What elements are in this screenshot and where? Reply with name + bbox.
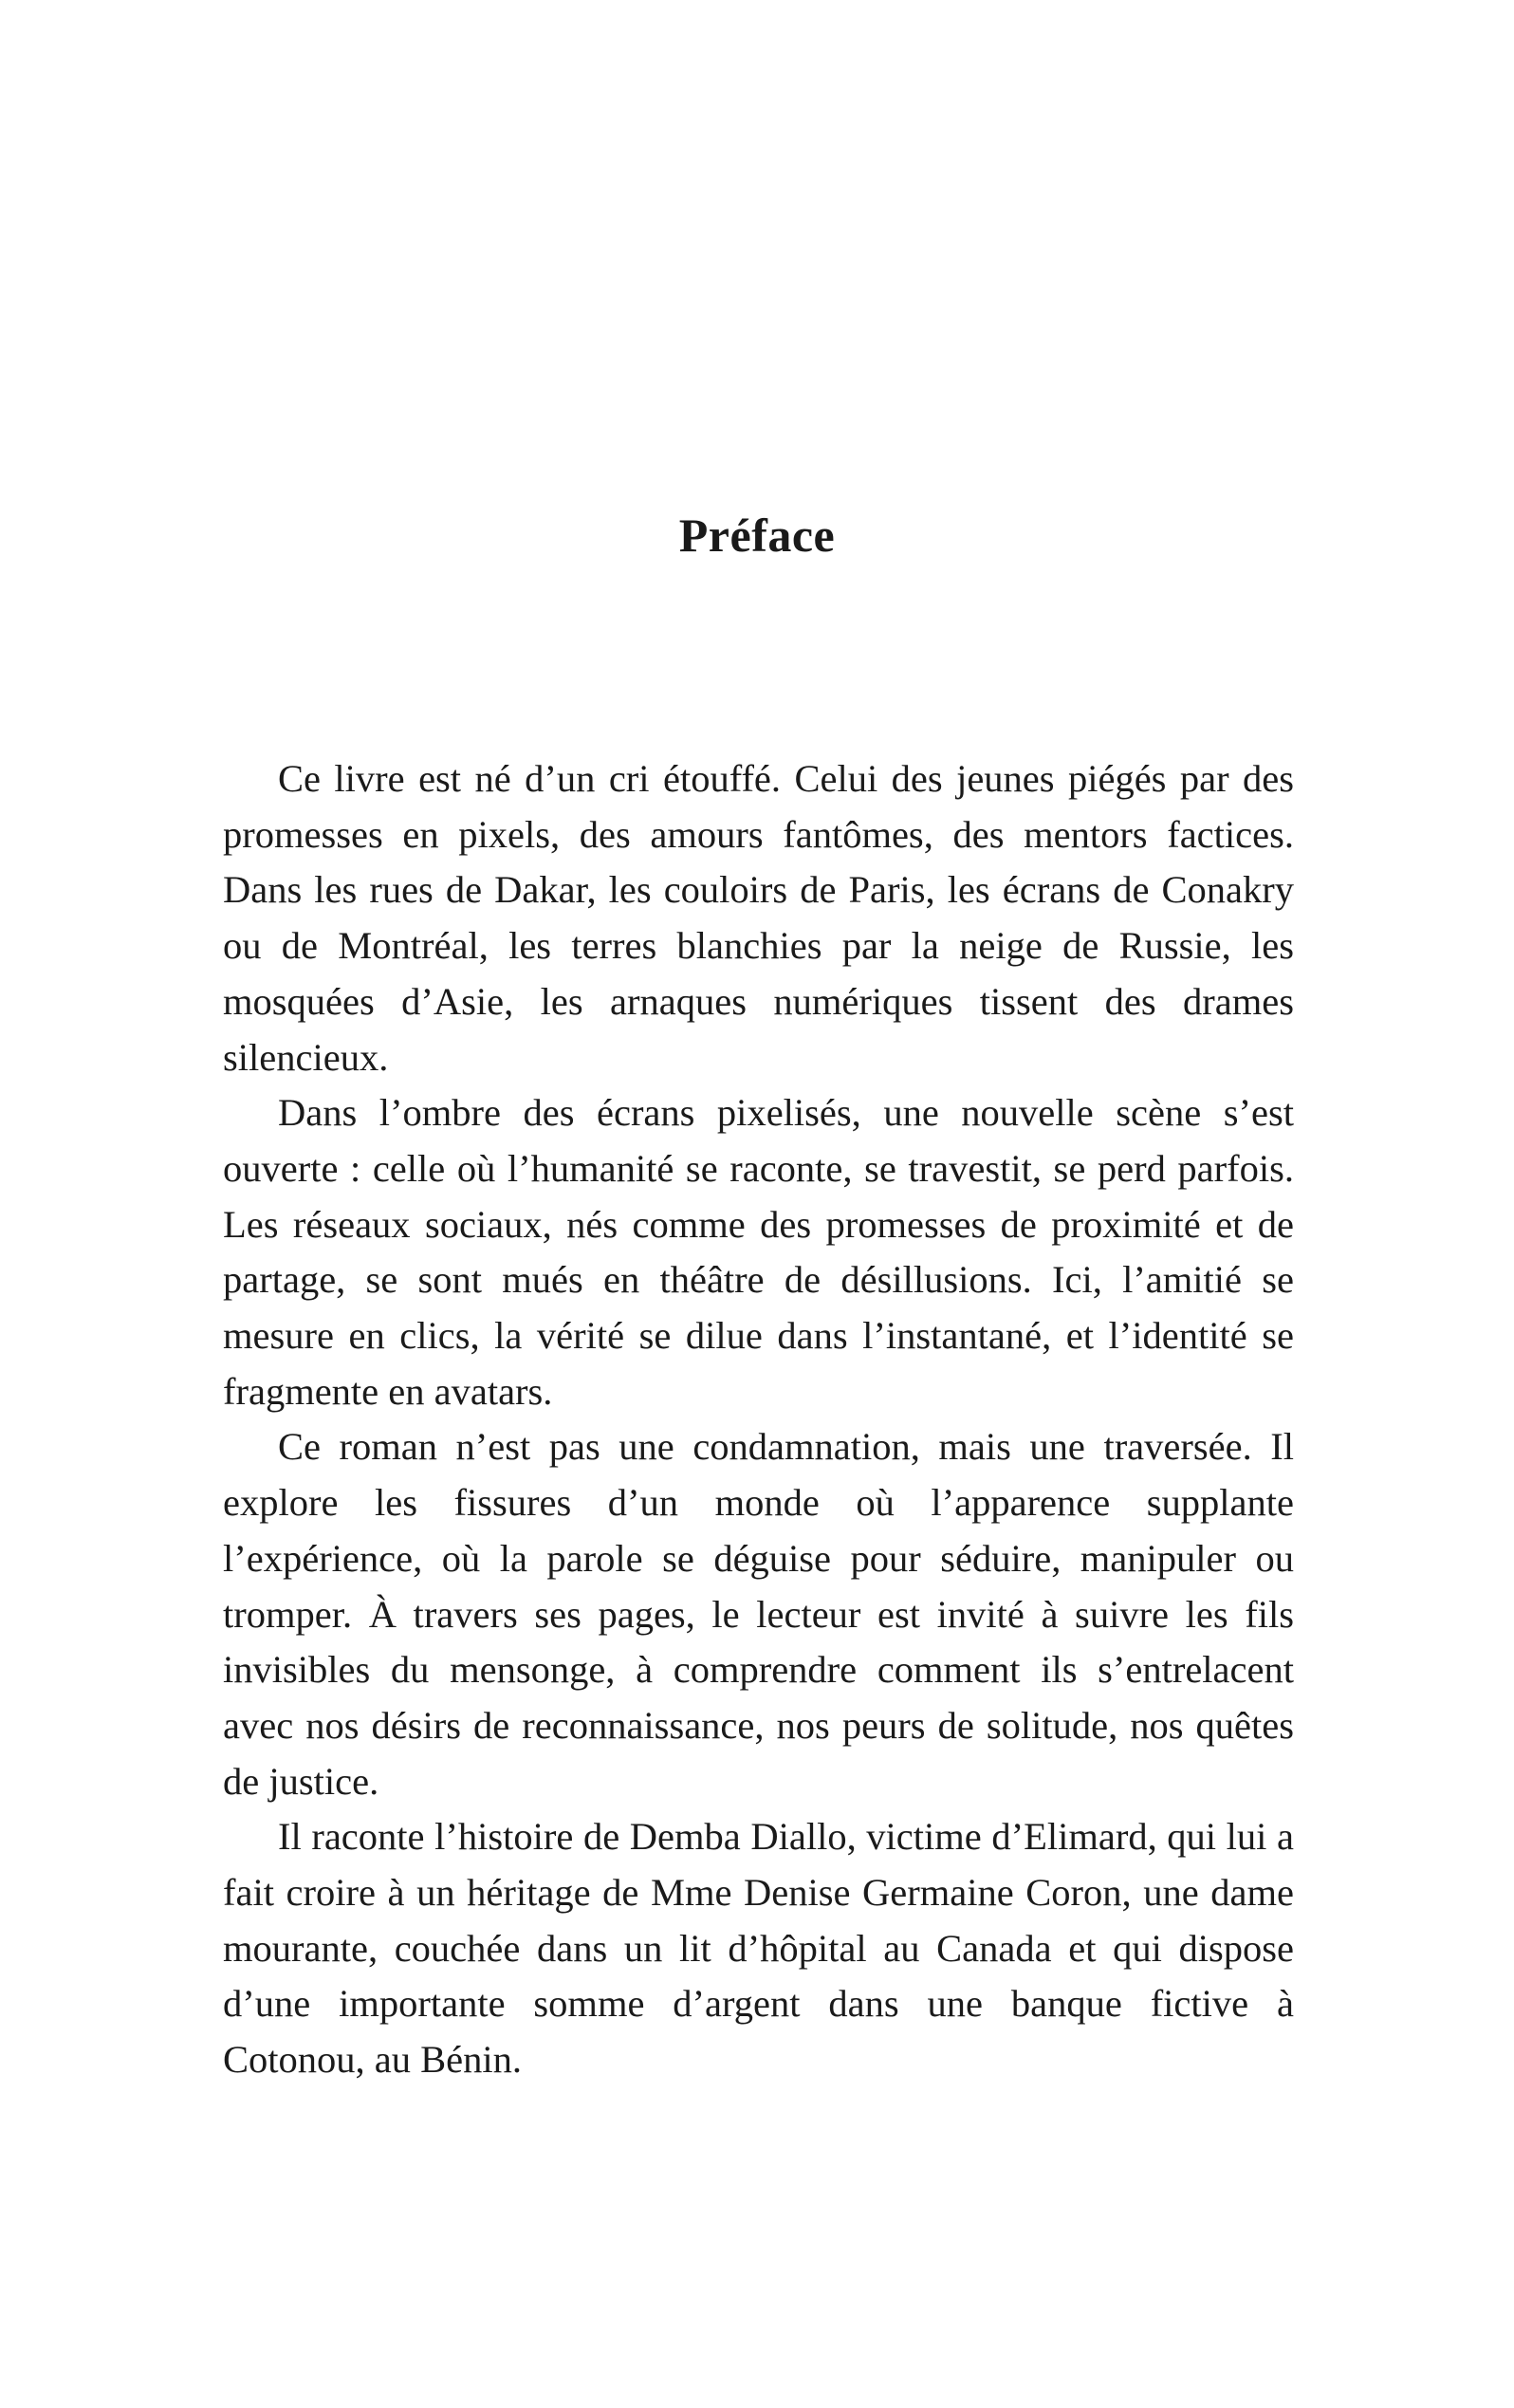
page-title: Préface	[678, 509, 836, 562]
paragraph-1: Ce livre est né d’un cri étouffé. Celui des jeunes piégés par des promesses en pixels, des amours fantômes, des mentors factices. Dans les rues de Dakar, les couloirs de Paris, les écrans de Conakry ou de Montréal, les terres blanchies par la neige de Russie, les mosquées d’Asie, les arnaques numériques tissent des drames silencieux.	[223, 757, 1294, 1079]
paragraph-2: Dans l’ombre des écrans pixelisés, une nouvelle scène s’est ouverte : celle où l’humanité se raconte, se travestit, se perd parfois. Les réseaux sociaux, nés comme des promesses de proximité et de partage, se sont mués en théâtre de désillusions. Ici, l’amitié se mesure en clics, la vérité se dilue dans l’instantané, et l’identité se fragmente en avatars.	[223, 1091, 1294, 1413]
paragraph-3: Ce roman n’est pas une condamnation, mais une traversée. Il explore les fissures d’un monde où l’apparence supplante l’expérience, où la parole se déguise pour séduire, manipuler ou tromper. À travers ses pages, le lecteur est invité à suivre les fils invisibles du mensonge, à comprendre comment ils s’entrelacent avec nos désirs de reconnaissance, nos peurs de solitude, nos quêtes de justice.	[223, 1425, 1294, 1803]
preface-body	[223, 751, 1294, 2088]
paragraph-4: Il raconte l’histoire de Demba Diallo, victime d’Elimard, qui lui a fait croire à un héritage de Mme Denise Germaine Coron, une dame mourante, couchée dans un lit d’hôpital au Canada et qui dispose d’une importante somme d’argent dans une banque fictive à Cotonou, au Bénin.	[223, 1815, 1294, 2082]
